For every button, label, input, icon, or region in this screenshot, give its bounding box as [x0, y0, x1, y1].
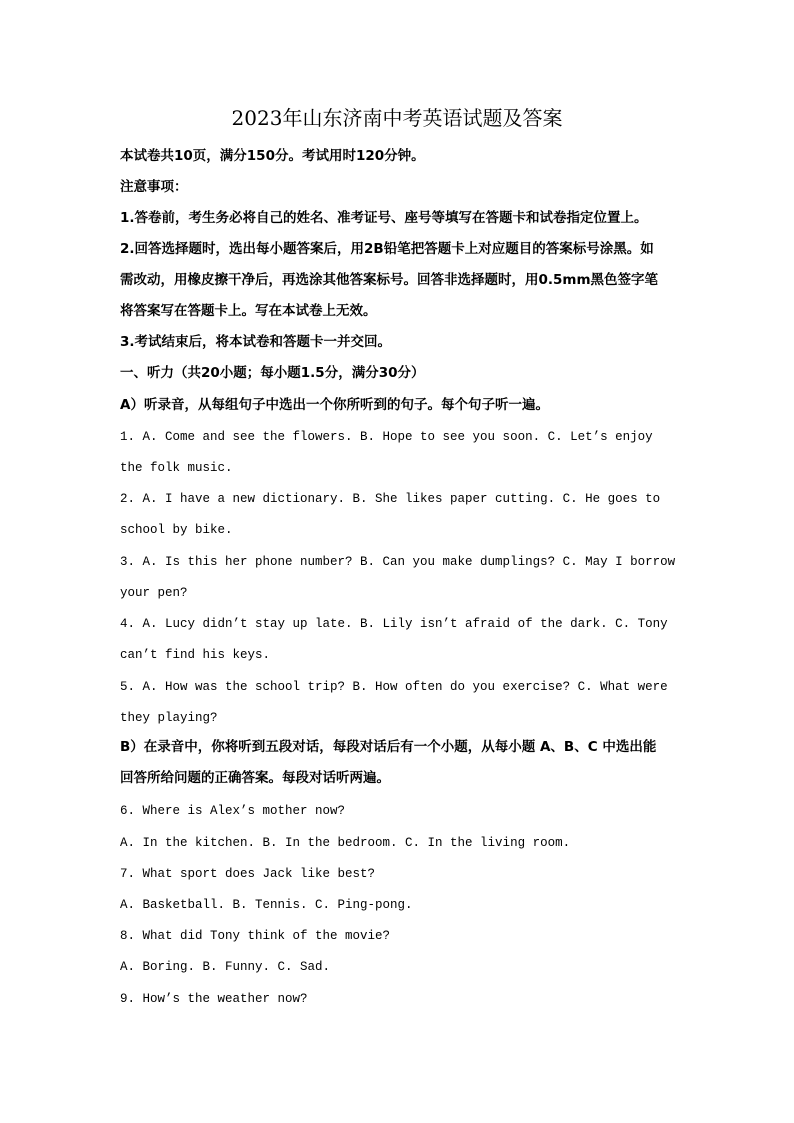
question-3-line-2: your pen?	[120, 586, 188, 600]
question-8: 8. What did Tony think of the movie?	[120, 929, 391, 943]
part-b-instructions-line-1: B）在录音中，你将听到五段对话，每段对话后有一个小题，从每小题 A、B、C 中选出能	[120, 739, 657, 755]
part-a-instructions: A）听录音，从每组句子中选出一个你所听到的句子。每个句子听一遍。	[120, 397, 549, 413]
notice-item-2-line-2: 需改动，用橡皮擦干净后，再选涂其他答案标号。回答非选择题时，用0.5mm黑色签字笔	[120, 272, 659, 288]
notice-item-3: 3.考试结束后，将本试卷和答题卡一并交回。	[120, 334, 392, 350]
question-3-line-1: 3. A. Is this her phone number? B. Can you make dumplings? C. May I borrow	[120, 555, 676, 569]
question-7: 7. What sport does Jack like best?	[120, 867, 376, 881]
question-1-line-1: 1. A. Come and see the flowers. B. Hope to see you soon. C. Let’s enjoy	[120, 430, 653, 444]
question-8-options: A. Boring. B. Funny. C. Sad.	[120, 960, 331, 974]
question-7-options: A. Basketball. B. Tennis. C. Ping-pong.	[120, 898, 413, 912]
notice-heading: 注意事项：	[120, 179, 188, 195]
notice-item-2-line-1: 2.回答选择题时，选出每小题答案后，用2B铅笔把答题卡上对应题目的答案标号涂黑。如	[120, 241, 654, 257]
question-2-line-1: 2. A. I have a new dictionary. B. She likes paper cutting. C. He goes to	[120, 492, 661, 506]
question-4-line-1: 4. A. Lucy didn’t stay up late. B. Lily isn’t afraid of the dark. C. Tony	[120, 617, 668, 631]
question-2-line-2: school by bike.	[120, 523, 233, 537]
question-5-line-2: they playing?	[120, 711, 218, 725]
question-5-line-1: 5. A. How was the school trip? B. How often do you exercise? C. What were	[120, 680, 668, 694]
notice-item-2-line-3: 将答案写在答题卡上。写在本试卷上无效。	[120, 303, 377, 319]
question-1-line-2: the folk music.	[120, 461, 233, 475]
section-heading-listening: 一、听力（共20小题；每小题1.5分，满分30分）	[120, 365, 425, 381]
question-9: 9. How’s the weather now?	[120, 992, 308, 1006]
document-title: 2023年山东济南中考英语试题及答案	[231, 106, 563, 130]
notice-item-1: 1.答卷前，考生务必将自己的姓名、准考证号、座号等填写在答题卡和试卷指定位置上。	[120, 210, 648, 226]
question-6-options: A. In the kitchen. B. In the bedroom. C. In the living room.	[120, 836, 571, 850]
question-6: 6. Where is Alex’s mother now?	[120, 804, 346, 818]
question-4-line-2: can’t find his keys.	[120, 648, 271, 662]
exam-intro: 本试卷共10页，满分150分。考试用时120分钟。	[120, 148, 425, 164]
part-b-instructions-line-2: 回答所给问题的正确答案。每段对话听两遍。	[120, 770, 390, 786]
